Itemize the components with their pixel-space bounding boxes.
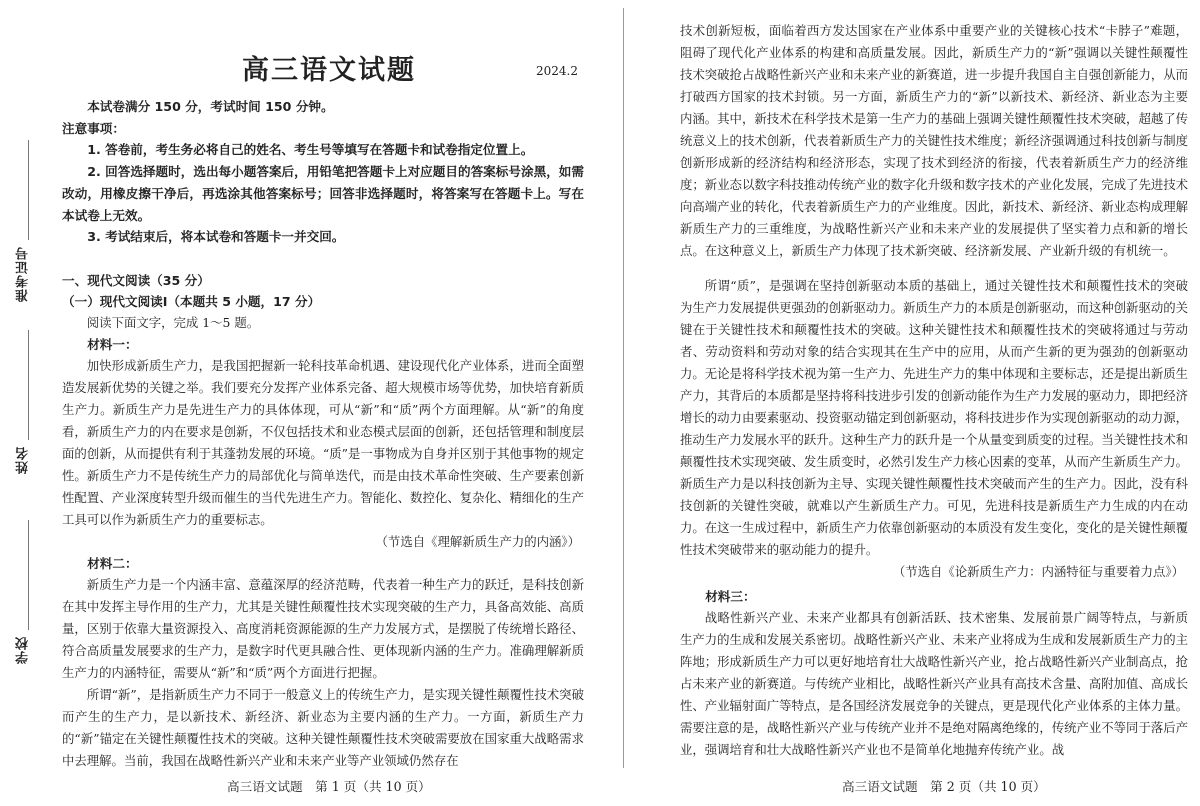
- material-1-heading: 材料一：: [87, 337, 138, 352]
- reading-instruction: 阅读下面文字，完成 1～5 题。: [86, 315, 260, 330]
- page-2-footer: 高三语文试题 第 2 页（共 10 页）: [842, 779, 1046, 794]
- material-1-text: 加快形成新质生产力，是我国把握新一轮科技革命机遇、建设现代化产业体系，进而全面塑造发展新优势的关键之举。我们要充分发挥产业体系完备、超大规模市场等优势，加快培育新质生产力。新质生产力是先进生产力的具体体现，可从“新”和“质”两个方面理解。从“新”的角度看，新质生产力的内在要求是创新，不仅包括技术和业态模式层面的创新，还包括管理和制度层面的创新，从而提供有利于其蓬勃发展的环境。“质”是一事物成为自身并区别于其他事物的规定性。新质生产力不是传统生产力的局部优化与简单迭代，而是由技术革命性突破、生产要素创新性配置、产业深度转型升级而催生的当代先进生产力。智能化、数控化、复杂化、精细化的生产工具可以作为新质生产力的重要标志。: [62, 358, 584, 527]
- binding-line: [28, 520, 29, 630]
- material-3-heading: 材料三：: [705, 588, 756, 604]
- exam-date: 2024.2: [536, 64, 578, 78]
- notice-item-3: 3. 考试结束后，将本试卷和答题卡一并交回。: [87, 229, 345, 245]
- material-2-heading: 材料二：: [87, 556, 138, 571]
- notice-item-2: 2. 回答选择题时，选出每小题答案后，用铅笔把答题卡上对应题目的答案标号涂黑，如需改动，用橡皮擦干净后，再选涂其他答案标号；回答非选择题时，将答案写在答题卡上。写在本试卷上无效。: [62, 164, 584, 223]
- notice-block: [62, 96, 584, 248]
- material-1-source: （节选自《理解新质生产力的内涵》）: [375, 534, 580, 549]
- score-time-intro: 本试卷满分 150 分，考试时间 150 分钟。: [87, 99, 334, 114]
- page-1-footer: 高三语文试题 第 1 页（共 10 页）: [227, 779, 431, 794]
- binding-strip: [0, 0, 50, 806]
- material-2-paragraph-1: 新质生产力是一个内涵丰富、意蕴深厚的经济范畴，代表着一种生产力的跃迁，是科技创新在其中发挥主导作用的生产力，尤其是关键性颠覆性技术实现突破的生产力，具备高效能、高质量，区别于依靠大量资源投入、高度消耗资源能源的生产力发展方式，是摆脱了传统增长路径、符合高质量发展要求的生产力，是数字时代更具融合性、更体现新内涵的生产力。准确理解新质生产力的内涵特征，需要从“新”和“质”两个方面进行把握。: [62, 577, 584, 680]
- candidate-number-label: 准考证号: [16, 246, 31, 302]
- subsection-heading: （一）现代文阅读Ⅰ（本题共 5 小题，17 分）: [62, 294, 321, 309]
- binding-line: [28, 140, 29, 240]
- page-2-paragraph-1: 技术创新短板，面临着西方发达国家在产业体系中重要产业的关键核心技术“卡脖子”难题，阻碍了现代化产业体系的构建和高质量发展。因此，新质生产力的“新”强调以关键性颠覆性技术突破抢占战略性新兴产业和未来产业的新赛道，进一步提升我国自主自强创新能力，从而打破西方国家的技术封锁。另一方面，新质生产力的“新”以新技术、新经济、新业态为主要内涵。其中，新技术在科学技术是第一生产力的基础上强调关键性颠覆性技术突破，超越了传统意义上的技术创新，代表着新质生产力的关键性技术维度；新经济强调通过科技创新与制度创新形成新的经济结构和经济形态，实现了技术到经济的衔接，代表着新质生产力的经济维度；新业态以数字科技推动传统产业的数字化升级和数字技术的产业化发展，完成了先进技术向高端产业的转化，代表着新质生产力的产业维度。因此，新技术、新经济、新业态构成理解新质生产力的三重维度，为战略性新兴产业和未来产业的发展提供了坚实着力点和新的增长点。在这种意义上，新质生产力体现了技术新突破、经济新发展、产业新升级的有机统一。: [680, 23, 1189, 259]
- reading-section: [62, 270, 584, 772]
- page-2-content: [680, 8, 1188, 761]
- notice-heading: 注意事项：: [62, 120, 125, 136]
- school-label: 学校: [16, 636, 31, 664]
- notice-item-1: 1. 答卷前，考生务必将自己的姓名、考生号等填写在答题卡和试卷指定位置上。: [87, 142, 534, 158]
- material-2-source: （节选自《论新质生产力：内涵特征与重要着力点》）: [892, 563, 1184, 579]
- binding-line: [28, 330, 29, 440]
- section-heading: 一、现代文阅读（35 分）: [62, 273, 210, 288]
- page-divider: [623, 8, 624, 768]
- exam-title: 高三语文试题: [242, 55, 416, 86]
- material-2-paragraph-2: 所谓“新”，是指新质生产力不同于一般意义上的传统生产力，是实现关键性颠覆性技术突破而产生的生产力，是以新技术、新经济、新业态为主要内涵的生产力。一方面，新质生产力的“新”锚定在关键性颠覆性技术的突破。这种关键性颠覆性技术突破需要放在国家重大战略需求中去理解。当前，我国在战略性新兴产业和未来产业等产业领域仍然存在: [62, 687, 584, 768]
- material-3-text: 战略性新兴产业、未来产业都具有创新活跃、技术密集、发展前景广阔等特点，与新质生产力的生成和发展关系密切。战略性新兴产业、未来产业将成为生成和发展新质生产力的主阵地；形成新质生产力可以更好地培育壮大战略性新兴产业，抢占战略性新兴产业制高点，抢占未来产业的新赛道。与传统产业相比，战略性新兴产业具有高技术含量、高附加值、高成长性、产业辐射面广等特点，是各国经济发展竞争的关键点，更是现代化产业体系的主体力量。需要注意的是，战略性新兴产业与传统产业并不是绝对隔离绝缘的，传统产业不等同于落后产业，强调培育和壮大战略性新兴产业也不是简单化地抛弃传统产业。战: [680, 609, 1189, 757]
- name-label: 姓名: [16, 446, 31, 474]
- page-2-paragraph-2: 所谓“质”，是强调在坚持创新驱动本质的基础上，通过关键性技术和颠覆性技术的突破为生产力发展提供更强劲的创新驱动力。新质生产力的本质是创新驱动，而这种创新驱动的关键在于关键性技术和颠覆性技术的突破。这种关键性技术和颠覆性技术的突破将通过与劳动者、劳动资料和劳动对象的结合实现其在生产中的应用，从而产生新的更为强劲的创新驱动力。无论是将科学技术视为第一生产力、先进生产力的集中体现和主要标志，还是提出新质生产力，其背后的本质都是坚持将科技进步引发的创新动能作为生产力发展的驱动力，即把经济增长的动力由要素驱动、投资驱动锚定到创新驱动，将科技进步作为实现创新驱动的动力源，推动生产力发展水平的跃升。这种生产力的跃升是一个从量变到质变的过程。当关键性技术和颠覆性技术实现突破、发生质变时，必然引发生产力核心因素的变革，从而产生新质生产力。新质生产力是以科技创新为主导、实现关键性颠覆性技术突破而产生的生产力。因此，没有科技创新的关键性突破，就难以产生新质生产力。可见，先进科技是新质生产力生成的内在动力。在这一生成过程中，新质生产力依靠创新驱动的本质没有发生变化，变化的是关键性颠覆性技术突破带来的驱动能力的提升。: [680, 277, 1189, 557]
